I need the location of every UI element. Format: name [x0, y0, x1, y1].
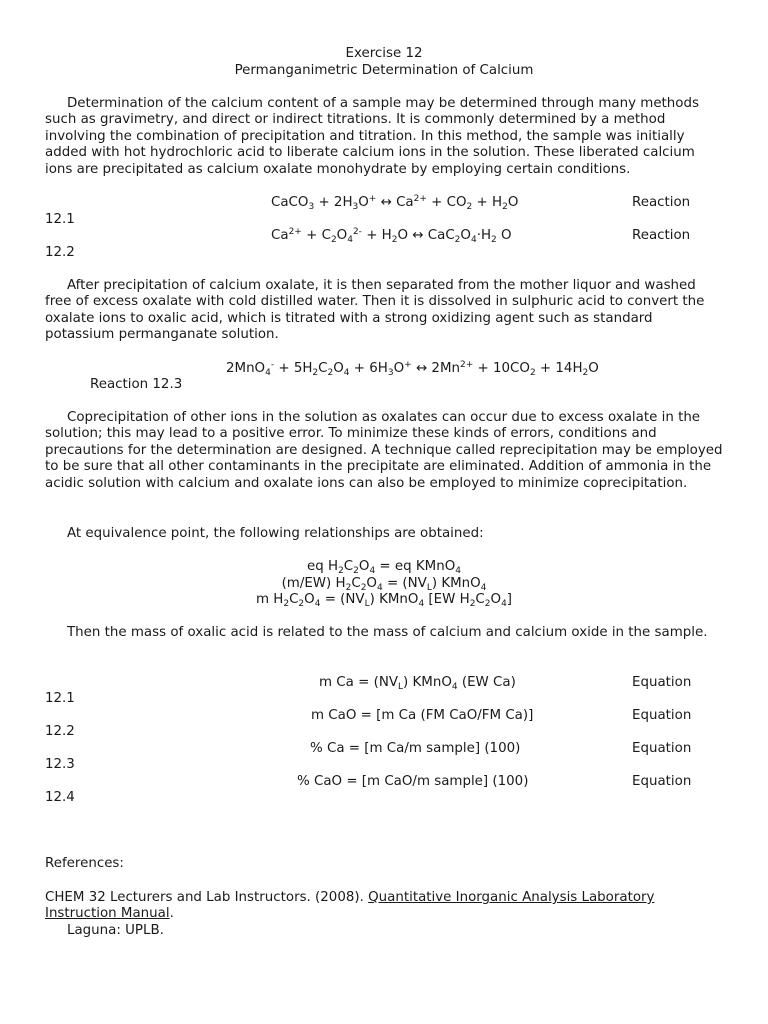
precipitation-paragraph: After precipitation of calcium oxalate, it is then separated from the mother liquor and washed free of excess oxalate with cold distilled water. Then it is dissolved in sulphuric acid to convert the oxalate ions to oxalic acid, which is titrated with a strong oxidizing agent such as standard potassium permanganate solution. — [45, 278, 705, 343]
intro-paragraph: Determination of the calcium content of a sample may be determined through many methods such as gravimetry, and direct or indirect titrations. It is commonly determined by a method involving the combination of precipitation and titration. In this method, the sample was initially added with hot hydrochloric acid to liberate calcium ions in the solution. These liberated calcium ions are precipitated as calcium oxalate monohydrate by employing certain conditions. — [45, 96, 699, 177]
equation-number: 12.1 — [45, 691, 75, 706]
reaction-number: 12.1 — [45, 212, 75, 227]
reference-entry: CHEM 32 Lecturers and Lab Instructors. (2008). Quantitative Inorganic Analysis Laboratory Instruction Manual. — [45, 890, 655, 922]
reaction-12-2-formula: $Ca^{2+} + C_2O_4^{2-} + H_2O$ ↔ $CaC_2O_4\cdot H_2$ O — [271, 227, 512, 245]
reaction-12-1-formula: CaCO$_3$ + $2H_3O^+$ ↔ $Ca^{2+} + CO_2 + H_2O$ — [271, 194, 519, 212]
equation-label: Equation — [632, 774, 692, 789]
equation-number: 12.3 — [45, 757, 75, 772]
equivalence-eq-2: (m/EW) $H_2C_2O_4 = (NV_L)$ KMnO$_4$ — [281, 576, 487, 593]
equivalence-paragraph: At equivalence point, the following relationships are obtained: — [67, 526, 484, 541]
reaction-label: Reaction — [632, 228, 691, 243]
reference-book-title: Quantitative Inorganic Analysis Laboratory Instruction Manual — [45, 890, 655, 922]
references-heading: References: — [45, 856, 124, 871]
reaction-12-3-formula: $2MnO_4^- + 5H_2C_2O_4 + 6H_3O^+$ ↔ $2Mn^{2+} + 10CO_2 + 14H_2O$ — [226, 360, 599, 378]
equation-label: Equation — [632, 708, 692, 723]
equation-label: Equation — [632, 675, 692, 690]
equation-number: 12.2 — [45, 724, 75, 739]
equation-label: Equation — [632, 741, 692, 756]
equation-12-3-formula: % Ca = [m Ca/m sample] (100) — [310, 741, 521, 756]
reaction-label: Reaction — [632, 195, 691, 210]
equivalence-eq-3: m $H_2C_2O_4 = (NV_L)$ KMnO$_4$ [EW $H_2C_2O_4$] — [255, 592, 513, 609]
equation-number: 12.4 — [45, 790, 75, 805]
equation-12-2-formula: m CaO = [m Ca (FM CaO/FM Ca)] — [311, 708, 534, 723]
exercise-title: Exercise 12 — [345, 46, 423, 61]
coprecipitation-paragraph: Coprecipitation of other ions in the solution as oxalates can occur due to excess oxalate in the solution; this may lead to a positive error. To minimize these kinds of errors, conditions and precautions for the determination are designed. A technique called reprecipitation may be employed to be sure that all other contaminants in the precipitate are eliminated. Addition of ammonia in the acidic solution with calcium and oxalate ions can also be employed to minimize coprecipitation. — [45, 410, 723, 491]
equation-12-4-formula: % CaO = [m CaO/m sample] (100) — [297, 774, 529, 789]
mass-relation-paragraph: Then the mass of oxalic acid is related to the mass of calcium and calcium oxide in the sample. — [67, 625, 708, 640]
reaction-12-3-label: Reaction 12.3 — [90, 377, 183, 392]
equation-12-1-formula: m $Ca = (NV_L)$ KMnO$_4$ (EW Ca) — [319, 675, 516, 692]
reference-authors: CHEM 32 Lecturers and Lab Instructors. (2008). — [45, 890, 364, 905]
exercise-subtitle: Permanganimetric Determination of Calcium — [234, 63, 534, 78]
reaction-number: 12.2 — [45, 245, 75, 260]
equivalence-eq-1: eq $H_2C_2O_4$ = eq KMnO$_4$ — [306, 559, 461, 576]
reference-publisher: Laguna: UPLB. — [67, 923, 164, 938]
